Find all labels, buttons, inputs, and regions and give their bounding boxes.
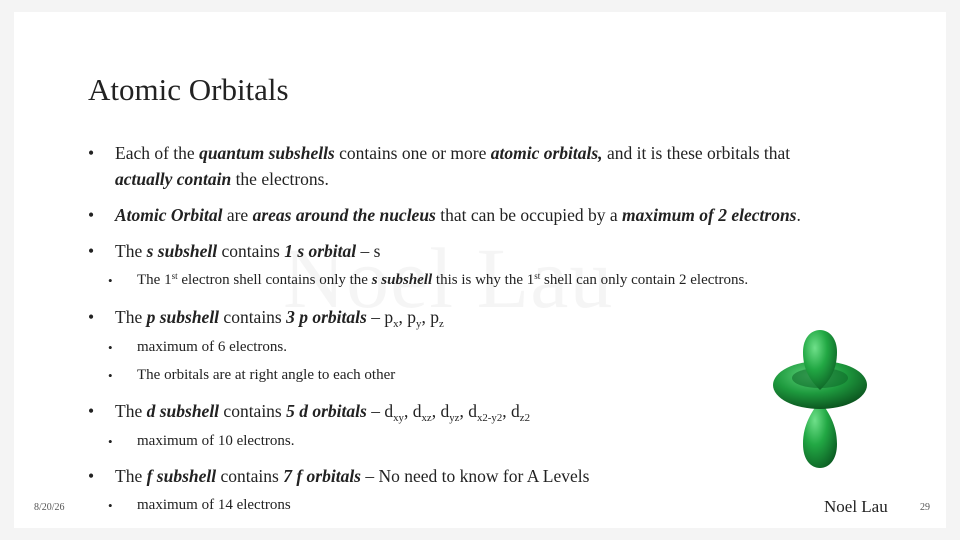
bullet-text: Atomic Orbital are areas around the nucleus that can be occupied by a maximum of 2 electrons.	[115, 205, 801, 225]
footer-date: 8/20/26	[34, 502, 65, 513]
bullet-dot: •	[88, 466, 95, 486]
slide-title: Atomic Orbitals	[88, 72, 289, 107]
bullet-text: The p subshell contains 3 p orbitals – $p_x$, $p_y$, $p_z$	[115, 307, 444, 330]
bullet-dot: •	[88, 241, 95, 261]
bullet-text: The d subshell contains 5 d orbitals – $d_{xy}$, $d_{xz}$, $d_{yz}$, $d_{x2-y2}$, $d_{z2}$	[115, 401, 530, 424]
bullet-dot: •	[108, 368, 113, 383]
bullet-text: maximum of 10 electrons.	[137, 433, 295, 449]
bullet-dot: •	[88, 143, 95, 163]
bullet-text: The s subshell contains 1 s orbital – s	[115, 241, 381, 261]
bullet-text-line-1: Each of the quantum subshells contains one or more atomic orbitals, and it is these orbitals that	[115, 143, 791, 163]
bullet-text: maximum of 14 electrons	[137, 497, 291, 513]
bullet-dot: •	[108, 273, 113, 288]
bullet-text: The f subshell contains 7 f orbitals – No need to know for A Levels	[115, 466, 590, 486]
bullet-dot: •	[88, 401, 95, 421]
bullet-dot: •	[88, 307, 95, 327]
bullet-text: maximum of 6 electrons.	[137, 339, 287, 355]
bullet-dot: •	[108, 498, 113, 513]
slide-number: 29	[920, 502, 930, 513]
bullet-dot: •	[88, 205, 95, 225]
bullet-text: The orbitals are at right angle to each other	[137, 367, 396, 383]
footer-author: Noel Lau	[824, 497, 888, 516]
bullet-dot: •	[108, 434, 113, 449]
bullet-text-line-2: actually contain the electrons.	[115, 169, 329, 189]
bullet-text: The 1st electron shell contains only the s subshell this is why the 1st shell can only contain 2 electrons.	[137, 271, 749, 288]
dz2-orbital-icon	[770, 328, 870, 470]
bullet-dot: •	[108, 340, 113, 355]
